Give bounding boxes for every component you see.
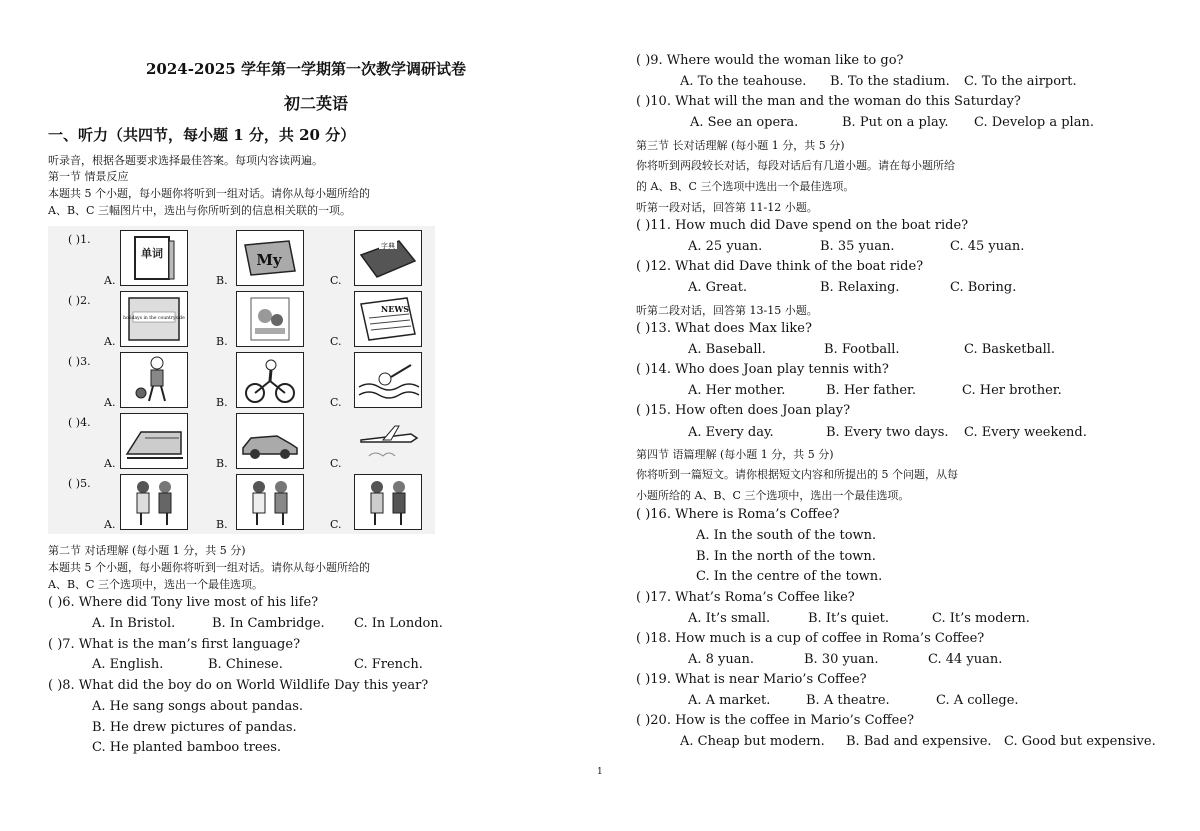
q16-option-a: A. In the south of the town. <box>696 528 877 543</box>
option-b-label: B. <box>216 335 228 348</box>
picture-couple-a <box>120 474 188 530</box>
q18-option-a: A. 8 yuan. <box>688 652 755 667</box>
q8-option-c: C. He planted bamboo trees. <box>92 740 282 755</box>
q7-option-c: C. French. <box>354 657 423 672</box>
picture-train <box>120 413 188 469</box>
pic-row-label: ( )4. <box>68 416 91 429</box>
q10-option-c: C. Develop a plan. <box>974 115 1094 130</box>
sec3-dialog-2: 听第二段对话，回答第 13-15 小题。 <box>636 304 818 317</box>
q19-option-a: A. A market. <box>688 693 771 708</box>
picture-dictionary-closed <box>354 230 422 286</box>
question-10: ( )10. What will the man and the woman do this Saturday? <box>636 94 1021 109</box>
part1-instruction: 听录音，根据各题要求选择最佳答案。每项内容读两遍。 <box>48 154 323 167</box>
picture-airplane <box>354 413 422 469</box>
q11-option-a: A. 25 yuan. <box>688 239 763 254</box>
q6-option-a: A. In Bristol. <box>92 616 176 631</box>
q20-option-b: B. Bad and expensive. <box>846 734 992 749</box>
q11-option-c: C. 45 yuan. <box>950 239 1025 254</box>
book2-text: holidays in the countryside <box>123 316 185 321</box>
sec3-desc-2: 的 A、B、C 三个选项中选出一个最佳选项。 <box>636 180 855 193</box>
q9-option-c: C. To the airport. <box>964 74 1077 89</box>
question-17: ( )17. What’s Roma’s Coffee like? <box>636 590 855 605</box>
question-13: ( )13. What does Max like? <box>636 321 812 336</box>
picture-newspaper <box>354 291 422 347</box>
page-number: 1 <box>597 767 603 777</box>
option-a-label: A. <box>104 518 116 531</box>
sec1-desc-1: 本题共 5 个小题，每小题你将听到一组对话。请你从每小题所给的 <box>48 187 370 200</box>
sec1-title: 第一节 情景反应 <box>48 170 129 183</box>
q17-option-b: B. It’s quiet. <box>808 611 890 626</box>
picture-couple-b <box>236 474 304 530</box>
page-title: 2024-2025 学年第一学期第一次教学调研试卷 <box>146 60 466 78</box>
q10-option-a: A. See an opera. <box>690 115 799 130</box>
picture-holiday-book <box>120 291 188 347</box>
question-12: ( )12. What did Dave think of the boat ride? <box>636 259 924 274</box>
pic-row-label: ( )3. <box>68 355 91 368</box>
question-19: ( )19. What is near Mario’s Coffee? <box>636 672 867 687</box>
q18-option-c: C. 44 yuan. <box>928 652 1003 667</box>
option-c-label: C. <box>330 274 342 287</box>
question-7: ( )7. What is the man’s first language? <box>48 637 301 652</box>
pic-row-label: ( )2. <box>68 294 91 307</box>
question-6: ( )6. Where did Tony live most of his life? <box>48 595 319 610</box>
question-14: ( )14. Who does Joan play tennis with? <box>636 362 889 377</box>
option-c-label: C. <box>330 396 342 409</box>
question-15: ( )15. How often does Joan play? <box>636 403 851 418</box>
question-9: ( )9. Where would the woman like to go? <box>636 53 904 68</box>
option-b-label: B. <box>216 274 228 287</box>
option-a-label: A. <box>104 396 116 409</box>
q8-option-b: B. He drew pictures of pandas. <box>92 720 297 735</box>
dict2-text: 字典 <box>381 242 395 250</box>
q17-option-c: C. It’s modern. <box>932 611 1030 626</box>
sec3-desc-1: 你将听到两段较长对话，每段对话后有几道小题。请在每小题所给 <box>636 159 955 172</box>
question-11: ( )11. How much did Dave spend on the boat ride? <box>636 218 969 233</box>
picture-magazine <box>236 291 304 347</box>
option-a-label: A. <box>104 274 116 287</box>
my-text: My <box>256 251 282 269</box>
q12-option-a: A. Great. <box>688 280 748 295</box>
picture-couple-c <box>354 474 422 530</box>
option-b-label: B. <box>216 518 228 531</box>
q18-option-b: B. 30 yuan. <box>804 652 879 667</box>
option-c-label: C. <box>330 518 342 531</box>
picture-my-book <box>236 230 304 286</box>
sec2-desc-1: 本题共 5 个小题，每小题你将听到一组对话。请你从每小题所给的 <box>48 561 370 574</box>
question-20: ( )20. How is the coffee in Mario’s Coffee? <box>636 713 914 728</box>
q12-option-c: C. Boring. <box>950 280 1017 295</box>
q13-option-c: C. Basketball. <box>964 342 1056 357</box>
q7-option-a: A. English. <box>92 657 164 672</box>
sec2-desc-2: A、B、C 三个选项中，选出一个最佳选项。 <box>48 578 263 591</box>
picture-dictionary-book <box>120 230 188 286</box>
question-8: ( )8. What did the boy do on World Wildlife Day this year? <box>48 678 429 693</box>
q14-option-a: A. Her mother. <box>688 383 786 398</box>
q14-option-c: C. Her brother. <box>962 383 1062 398</box>
q14-option-b: B. Her father. <box>826 383 916 398</box>
sec4-desc-1: 你将听到一篇短文。请你根据短文内容和所提出的 5 个问题，从每 <box>636 468 958 481</box>
sec1-desc-2: A、B、C 三幅图片中，选出与你所听到的信息相关联的一项。 <box>48 204 351 217</box>
picture-car <box>236 413 304 469</box>
q10-option-b: B. Put on a play. <box>842 115 949 130</box>
pic-row-label: ( )1. <box>68 233 91 246</box>
q20-option-c: C. Good but expensive. <box>1004 734 1156 749</box>
part1-heading: 一、听力（共四节，每小题 1 分，共 20 分） <box>48 126 356 144</box>
option-b-label: B. <box>216 396 228 409</box>
q19-option-c: C. A college. <box>936 693 1019 708</box>
sec3-title: 第三节 长对话理解 (每小题 1 分，共 5 分) <box>636 139 845 152</box>
dict-text: 单词 <box>141 247 163 260</box>
q6-option-c: C. In London. <box>354 616 443 631</box>
q20-option-a: A. Cheap but modern. <box>680 734 825 749</box>
q11-option-b: B. 35 yuan. <box>820 239 895 254</box>
q9-option-a: A. To the teahouse. <box>680 74 807 89</box>
q16-option-c: C. In the centre of the town. <box>696 569 883 584</box>
q12-option-b: B. Relaxing. <box>820 280 900 295</box>
q6-option-b: B. In Cambridge. <box>212 616 325 631</box>
subject-title: 初二英语 <box>284 94 349 113</box>
q13-option-b: B. Football. <box>824 342 900 357</box>
sec3-dialog-1: 听第一段对话，回答第 11-12 小题。 <box>636 201 818 214</box>
q19-option-b: B. A theatre. <box>806 693 890 708</box>
option-b-label: B. <box>216 457 228 470</box>
question-16: ( )16. Where is Roma’s Coffee? <box>636 507 840 522</box>
pic-row-label: ( )5. <box>68 477 91 490</box>
question-18: ( )18. How much is a cup of coffee in Roma’s Coffee? <box>636 631 985 646</box>
q7-option-b: B. Chinese. <box>208 657 283 672</box>
picture-basketball-player <box>120 352 188 408</box>
news-text: NEWS <box>380 304 410 314</box>
sec4-desc-2: 小题所给的 A、B、C 三个选项中，选出一个最佳选项。 <box>636 489 910 502</box>
q15-option-b: B. Every two days. <box>826 425 949 440</box>
picture-questions-panel <box>48 226 435 534</box>
option-c-label: C. <box>330 335 342 348</box>
option-a-label: A. <box>104 457 116 470</box>
option-c-label: C. <box>330 457 342 470</box>
sec2-title: 第二节 对话理解 (每小题 1 分，共 5 分) <box>48 544 246 557</box>
q9-option-b: B. To the stadium. <box>830 74 950 89</box>
sec4-title: 第四节 语篇理解 (每小题 1 分，共 5 分) <box>636 448 834 461</box>
q13-option-a: A. Baseball. <box>688 342 766 357</box>
q15-option-a: A. Every day. <box>688 425 774 440</box>
option-a-label: A. <box>104 335 116 348</box>
q16-option-b: B. In the north of the town. <box>696 549 876 564</box>
picture-swimmer <box>354 352 422 408</box>
q15-option-c: C. Every weekend. <box>964 425 1087 440</box>
q17-option-a: A. It’s small. <box>688 611 771 626</box>
picture-cyclist <box>236 352 304 408</box>
q8-option-a: A. He sang songs about pandas. <box>92 699 304 714</box>
